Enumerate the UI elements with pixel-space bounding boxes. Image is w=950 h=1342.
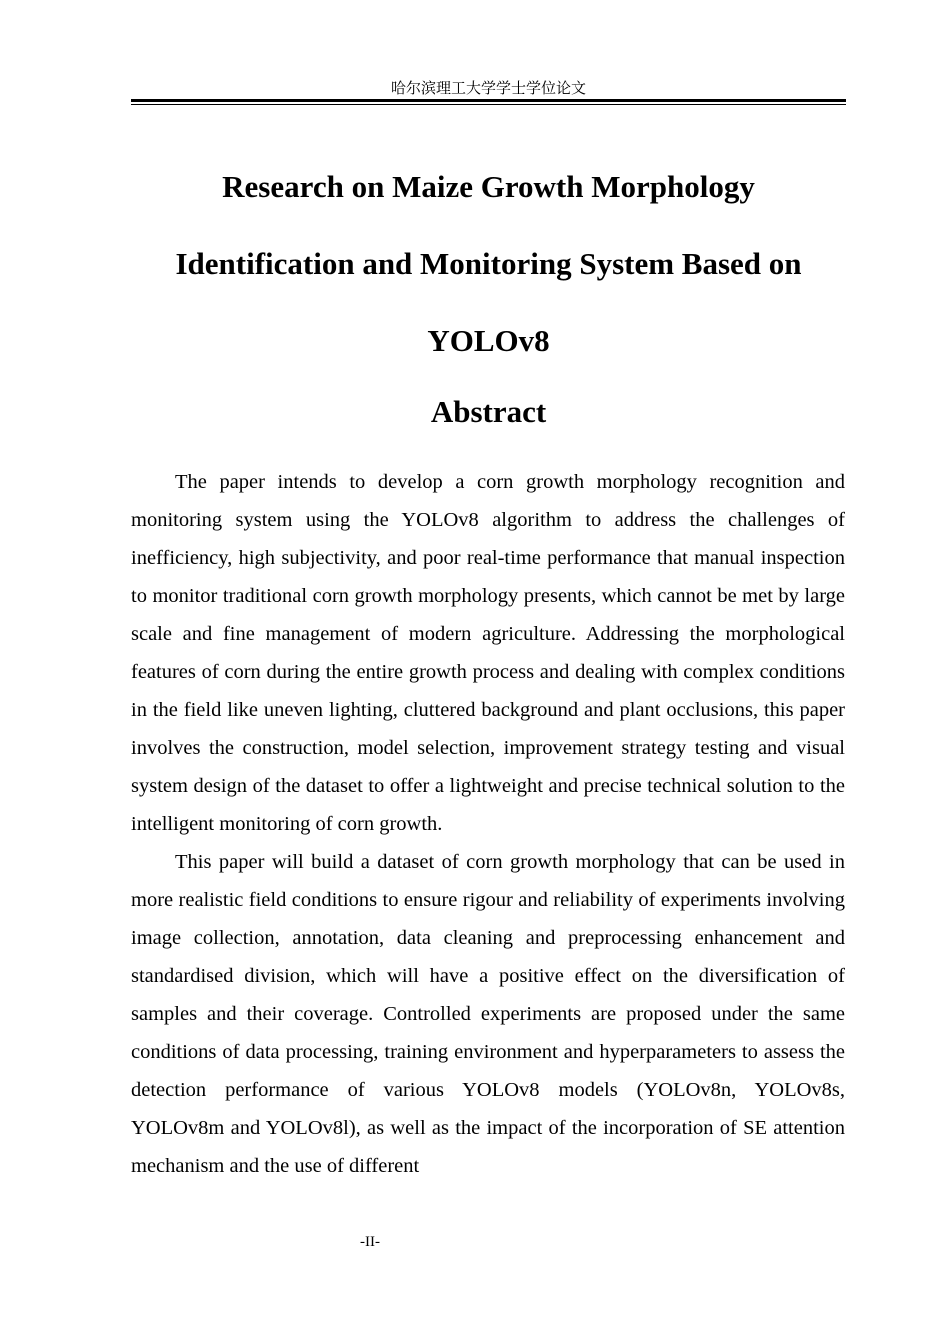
thesis-title: Research on Maize Growth Morphology Identification and Monitoring System Based on YOLOv8 — [175, 169, 802, 358]
abstract-heading: Abstract — [430, 394, 547, 429]
header-rule-thin — [131, 104, 846, 105]
abstract-paragraph-1: The paper intends to develop a corn growth morphology recognition and monitoring system using the YOLOv8 algorithm to address the challenges of inefficiency, high subjectivity, and poor real-time performance that manual inspection to monitor traditional corn growth morphology presents, which cannot be met by large scale and fine management of modern agriculture. Addressing the morphological features of corn during the entire growth process and dealing with complex conditions in the field like uneven lighting, cluttered background and plant occlusions, this paper involves the construction, model selection, improvement strategy testing and visual system design of the dataset to offer a lightweight and precise technical solution to the intelligent monitoring of corn growth. — [131, 471, 845, 835]
abstract-body — [131, 463, 845, 1185]
page-number: -II- — [360, 1234, 380, 1250]
abstract-paragraph-2: This paper will build a dataset of corn growth morphology that can be used in more realistic field conditions to ensure rigour and reliability of experiments involving image collection, annotation, data cleaning and preprocessing enhancement and standardised division, which will have a positive effect on the diversification of samples and their coverage. Controlled experiments are proposed under the same conditions of data processing, training environment and hyperparameters to assess the detection performance of various YOLOv8 models (YOLOv8n, YOLOv8s, YOLOv8m and YOLOv8l), as well as the impact of the incorporation of SE attention mechanism and the use of different — [131, 851, 845, 1177]
running-header: 哈尔滨理工大学学士学位论文 — [390, 79, 586, 97]
header-rule-thick — [131, 99, 846, 102]
